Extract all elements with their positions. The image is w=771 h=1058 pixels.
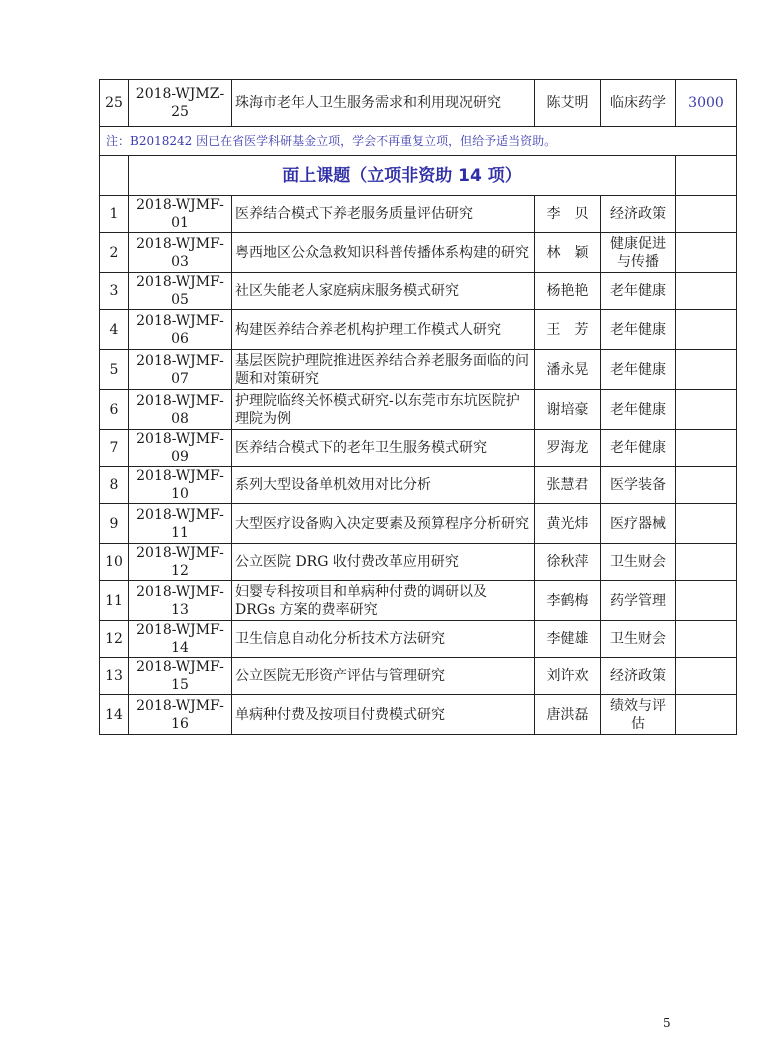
table-row: [100, 695, 737, 735]
project-leader: 罗海龙: [535, 430, 601, 467]
funding-amount: [676, 504, 737, 544]
project-title: 护理院临终关怀模式研究-以东莞市东坑医院护理院为例: [232, 390, 535, 430]
project-leader: 黄光炜: [535, 504, 601, 544]
funding-amount: [676, 233, 737, 273]
table-row: [100, 273, 737, 310]
project-field: 经济政策: [601, 196, 676, 233]
funding-amount: [676, 430, 737, 467]
funding-amount: 3000: [676, 80, 737, 127]
row-number: 1: [100, 196, 129, 233]
project-title: 卫生信息自动化分析技术方法研究: [232, 621, 535, 658]
project-leader: 刘许欢: [535, 658, 601, 695]
project-field: 老年健康: [601, 390, 676, 430]
project-field: 老年健康: [601, 350, 676, 390]
project-field: 医学装备: [601, 467, 676, 504]
project-title: 妇婴专科按项目和单病种付费的调研以及 DRGs 方案的费率研究: [232, 581, 535, 621]
project-table: [99, 79, 737, 735]
project-leader: 李鹤梅: [535, 581, 601, 621]
project-code: 2018-WJMF-14: [129, 621, 232, 658]
project-leader: 唐洪磊: [535, 695, 601, 735]
funding-amount: [676, 350, 737, 390]
section-blank-cell: [676, 156, 737, 196]
row-number: 7: [100, 430, 129, 467]
row-number: 13: [100, 658, 129, 695]
project-title: 构建医养结合养老机构护理工作模式人研究: [232, 310, 535, 350]
funding-amount: [676, 544, 737, 581]
row-number: 6: [100, 390, 129, 430]
project-title: 珠海市老年人卫生服务需求和利用现况研究: [232, 80, 535, 127]
table-row: [100, 430, 737, 467]
project-leader: 杨艳艳: [535, 273, 601, 310]
project-code: 2018-WJMF-13: [129, 581, 232, 621]
project-code: 2018-WJMF-10: [129, 467, 232, 504]
project-code: 2018-WJMF-08: [129, 390, 232, 430]
row-number: 11: [100, 581, 129, 621]
project-title: 系列大型设备单机效用对比分析: [232, 467, 535, 504]
project-leader: 徐秋萍: [535, 544, 601, 581]
row-number: 5: [100, 350, 129, 390]
section-blank-cell: [100, 156, 129, 196]
funding-amount: [676, 695, 737, 735]
project-title: 医养结合模式下的老年卫生服务模式研究: [232, 430, 535, 467]
project-leader: 林 颖: [535, 233, 601, 273]
project-code: 2018-WJMF-07: [129, 350, 232, 390]
project-code: 2018-WJMF-16: [129, 695, 232, 735]
table-row: [100, 350, 737, 390]
project-leader: 谢培豪: [535, 390, 601, 430]
project-title: 公立医院 DRG 收付费改革应用研究: [232, 544, 535, 581]
note-row: [100, 127, 737, 156]
project-code: 2018-WJMF-09: [129, 430, 232, 467]
project-leader: 潘永晃: [535, 350, 601, 390]
project-field: 健康促进与传播: [601, 233, 676, 273]
project-code: 2018-WJMZ-25: [129, 80, 232, 127]
row-number: 10: [100, 544, 129, 581]
funding-amount: [676, 581, 737, 621]
row-number: 4: [100, 310, 129, 350]
project-code: 2018-WJMF-12: [129, 544, 232, 581]
table-row: [100, 658, 737, 695]
project-code: 2018-WJMF-15: [129, 658, 232, 695]
project-field: 卫生财会: [601, 621, 676, 658]
funding-amount: [676, 390, 737, 430]
project-title: 社区失能老人家庭病床服务模式研究: [232, 273, 535, 310]
section-title: 面上课题（立项非资助 14 项）: [129, 156, 676, 196]
table-row: [100, 390, 737, 430]
table-row: [100, 233, 737, 273]
table-row: [100, 581, 737, 621]
project-title: 基层医院护理院推进医养结合养老服务面临的问题和对策研究: [232, 350, 535, 390]
project-code: 2018-WJMF-03: [129, 233, 232, 273]
page-number: 5: [663, 1016, 671, 1030]
project-field: 药学管理: [601, 581, 676, 621]
project-code: 2018-WJMF-11: [129, 504, 232, 544]
project-field: 经济政策: [601, 658, 676, 695]
row-number: 12: [100, 621, 129, 658]
funding-amount: [676, 467, 737, 504]
project-field: 老年健康: [601, 310, 676, 350]
row-number: 9: [100, 504, 129, 544]
funding-amount: [676, 196, 737, 233]
project-title: 医养结合模式下养老服务质量评估研究: [232, 196, 535, 233]
note-text: 注：B2018242 因已在省医学科研基金立项，学会不再重复立项，但给予适当资助。: [100, 127, 737, 156]
project-leader: 李 贝: [535, 196, 601, 233]
row-number: 2: [100, 233, 129, 273]
table-row: [100, 310, 737, 350]
project-leader: 陈艾明: [535, 80, 601, 127]
table-row: [100, 467, 737, 504]
row-number: 14: [100, 695, 129, 735]
project-title: 公立医院无形资产评估与管理研究: [232, 658, 535, 695]
project-field: 医疗器械: [601, 504, 676, 544]
project-field: 卫生财会: [601, 544, 676, 581]
project-title: 大型医疗设备购入决定要素及预算程序分析研究: [232, 504, 535, 544]
table-row: [100, 544, 737, 581]
table-row: [100, 504, 737, 544]
project-leader: 王 芳: [535, 310, 601, 350]
funding-amount: [676, 658, 737, 695]
project-code: 2018-WJMF-05: [129, 273, 232, 310]
project-title: 单病种付费及按项目付费模式研究: [232, 695, 535, 735]
table-row: [100, 196, 737, 233]
funding-amount: [676, 310, 737, 350]
row-number: 25: [100, 80, 129, 127]
project-field: 绩效与评估: [601, 695, 676, 735]
funding-amount: [676, 621, 737, 658]
project-code: 2018-WJMF-01: [129, 196, 232, 233]
project-leader: 张慧君: [535, 467, 601, 504]
table-row: [100, 621, 737, 658]
project-field: 老年健康: [601, 430, 676, 467]
project-field: 临床药学: [601, 80, 676, 127]
project-leader: 李健雄: [535, 621, 601, 658]
funding-amount: [676, 273, 737, 310]
row-number: 3: [100, 273, 129, 310]
table-row-top: [100, 80, 737, 127]
section-header-row: [100, 156, 737, 196]
row-number: 8: [100, 467, 129, 504]
project-code: 2018-WJMF-06: [129, 310, 232, 350]
project-title: 粤西地区公众急救知识科普传播体系构建的研究: [232, 233, 535, 273]
project-field: 老年健康: [601, 273, 676, 310]
